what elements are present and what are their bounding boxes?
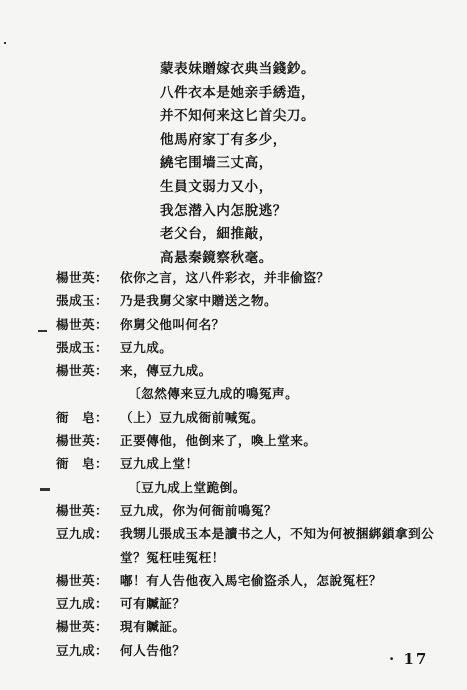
dialogue-line [56,639,446,662]
dialogue-line [56,266,446,289]
verse-line: 他馬府家丁有多少， [160,131,287,148]
page-number: · 17 [389,650,429,668]
speaker-name: 衙 皂： [56,456,108,472]
verse-line: 八件衣本是她亲手綉造， [160,84,316,101]
stage-direction: 〔豆九成上堂跪倒。 [128,479,246,495]
scan-mark [4,42,6,44]
speaker-name: 楊世英： [56,502,108,518]
dialogue-line [56,499,446,522]
stage-direction-line [56,382,446,405]
dialogue-line [56,569,446,592]
dialogue-block [56,266,446,662]
speaker-name: 張成玉： [56,293,108,309]
scan-mark [38,330,47,332]
speaker-name: 楊世英： [56,316,108,332]
verse-line: 老父台，細推敲， [160,226,273,243]
verse-block [160,58,400,270]
speech-text: 現有贓証。 [120,619,186,635]
dialogue-line [56,289,446,312]
dialogue-line [56,615,446,638]
dialogue-line [56,359,446,382]
speaker-name: 張成玉： [56,339,108,355]
speech-text: 我甥儿張成玉本是讀书之人，不知为何被捆綁鎖拿到公堂？冤枉哇冤枉！ [120,526,435,565]
speaker-name: 楊世英： [56,270,108,285]
verse-line: 蒙表妹贈嫁衣典当錢鈔。 [160,61,316,77]
verse-line: 高悬秦鏡察秋毫。 [160,249,273,266]
verse-line: 生員文弱力又小， [160,178,273,195]
speech-text: 依你之言，这八件彩衣，并非偷盜？ [120,270,330,285]
verse-line: 我怎潜入内怎脫逃？ [160,202,287,219]
speaker-name: 楊世英： [56,572,108,588]
dialogue-line [56,313,446,336]
verse-line: 繞宅围墙三丈高， [160,155,273,172]
dialogue-line [56,429,446,452]
dialogue-line [56,592,446,615]
speaker-name: 衙 皂： [56,409,108,425]
dialogue-line [56,522,446,569]
speaker-name: 楊世英： [56,363,108,379]
dialogue-line [56,452,446,475]
speaker-name: 楊世英： [56,619,108,635]
scan-mark [40,488,50,491]
speech-text: 来，傳豆九成。 [120,363,212,379]
speaker-name: 豆九成： [56,642,108,658]
dialogue-line [56,406,446,429]
speech-text: 乃是我舅父家中贈送之物。 [120,293,278,309]
speaker-name: 豆九成： [56,526,108,542]
stage-direction-line [56,476,446,499]
speaker-name: 楊世英： [56,433,108,449]
verse-line: 并不知何来这匕首尖刀。 [160,108,316,125]
speaker-name: 豆九成： [56,596,108,612]
speech-text: 正要傳他，他倒来了，喚上堂来。 [120,433,317,449]
speech-text: 豆九成上堂！ [120,456,199,472]
stage-direction: 〔忽然傳来豆九成的鳴冤声。 [128,386,299,402]
speech-text: 嘟！有人告他夜入馬宅偷盜杀人，怎說冤枉？ [120,572,382,588]
dialogue-line [56,336,446,359]
speech-text: （上）豆九成衙前喊冤。 [120,409,265,425]
speech-text: 豆九成，你为何衙前鳴冤？ [120,502,278,518]
speech-text: 你舅父他叫何名？ [120,316,225,332]
speech-text: 可有贓証？ [120,596,186,612]
speech-text: 豆九成。 [120,339,173,355]
speech-text: 何人告他？ [120,642,186,658]
